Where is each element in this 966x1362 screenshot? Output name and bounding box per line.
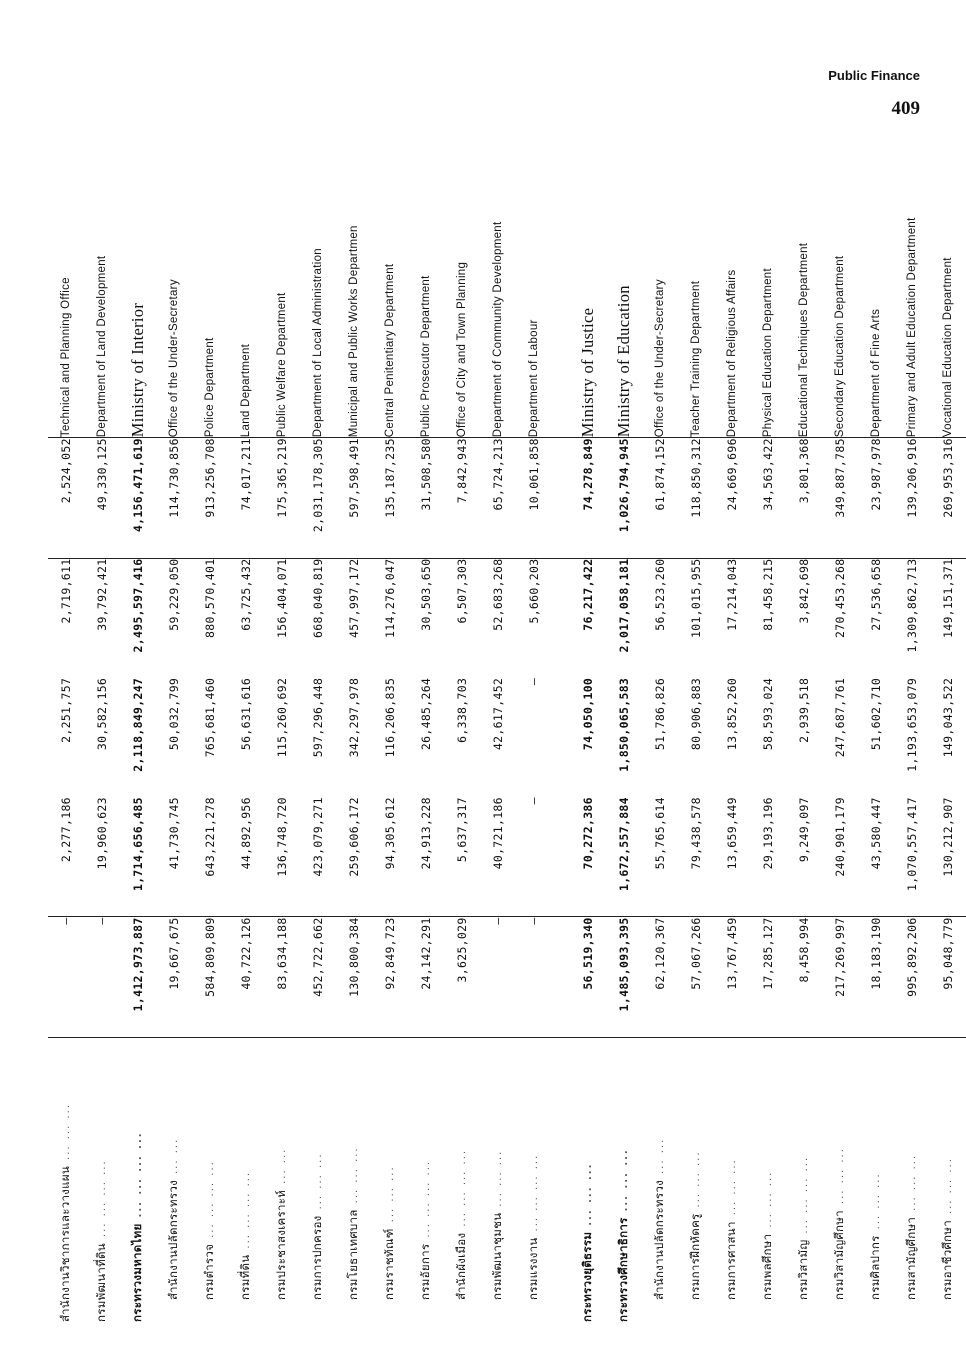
value-cell: 342,297,978 [347, 677, 361, 758]
value-cell: 81,458,215 [750, 558, 786, 678]
table-row [120, 72, 156, 1322]
english-name-cell: Physical Education Department [750, 72, 786, 438]
english-name-cell: Ministry of Education [606, 72, 642, 438]
value-cell: 156,404,071 [264, 558, 300, 678]
running-header: Public Finance [828, 68, 920, 83]
value-cell: 5,660,203 [516, 558, 552, 678]
thai-name-cell: สำนักงานปลัดกระทรวง... ... [156, 1037, 192, 1322]
thai-name-cell: กรมพัฒนาชุมชน... ... ... [480, 1037, 516, 1322]
value-cell: 34,563,422 [750, 438, 786, 558]
table-row [84, 72, 120, 1322]
value-cell: 63,725,432 [228, 558, 264, 678]
thai-name-cell: กรมพลศึกษา... ... ... [750, 1037, 786, 1322]
value-cell: 57,067,266 [678, 917, 714, 1037]
table-row [894, 72, 930, 1322]
english-name-cell: Public Prosecutor Department [408, 72, 444, 438]
value-cell: 49,330,125 [84, 438, 120, 558]
value-cell: 259,606,172 [347, 797, 361, 877]
value-cell: 2,118,849,247 [131, 677, 145, 772]
value-cell: 880,570,401 [192, 558, 228, 678]
value-cell: 423,079,271 [311, 797, 325, 877]
thai-name-cell: กรมโยธาเทศบาล... ... ... [336, 1037, 372, 1322]
value-cell: 13,852,260 [725, 677, 739, 751]
value-cell: 1,412,973,887 [120, 917, 156, 1037]
value-cell: 118,850,312 [678, 438, 714, 558]
thai-name-cell: กรมอัยการ... ... ... ... [408, 1037, 444, 1322]
value-cell: 139,206,916 [894, 438, 930, 558]
table-row [714, 72, 750, 1322]
value-cell: 114,730,856 [156, 438, 192, 558]
value-cell: 1,672,557,884 [617, 797, 631, 892]
spacer-row [552, 72, 570, 1322]
thai-name-cell: กระทรวงศึกษาธิการ... ... ... [606, 1037, 642, 1322]
thai-name-cell: กรมสามัญศึกษา... ... ... [894, 1037, 930, 1322]
english-name-cell: Department of Local Administration [300, 72, 336, 438]
value-cell: 24,142,291 [408, 917, 444, 1037]
english-name-cell: Teacher Training Department [678, 72, 714, 438]
value-cell: 17,214,043 [714, 558, 750, 678]
value-cell: 136,748,720 [275, 797, 289, 877]
table-row [678, 72, 714, 1322]
thai-name-cell: กรมพัฒนาที่ดิน... ... ... ... [84, 1037, 120, 1322]
value-cell: 2,495,597,416 [120, 558, 156, 678]
value-cell: 149,043,522 [941, 677, 955, 758]
value-cell: 13,767,459 [714, 917, 750, 1037]
value-cell: 149,151,371 [930, 558, 966, 678]
value-cell: 70,272,386 [581, 797, 595, 870]
value-cell: — [48, 917, 84, 1037]
value-cell: 269,953,316 [930, 438, 966, 558]
thai-name-cell: สำนักงานวิชาการและวางแผน... ... ... [48, 1037, 84, 1322]
value-cell: 74,278,849 [570, 438, 606, 558]
value-cell: 56,519,340 [570, 917, 606, 1037]
english-name-cell: Office of the Under-Secretary [642, 72, 678, 438]
value-cell: 19,960,623 [95, 797, 109, 870]
value-cell: 1,309,862,713 [894, 558, 930, 678]
thai-name-cell: กรมการศาสนา... ... ... [714, 1037, 750, 1322]
value-cell: — [516, 917, 552, 1037]
value-cell: 95,048,779 [930, 917, 966, 1037]
value-cell: 59,229,050 [156, 558, 192, 678]
value-cell: 3,801,368 [786, 438, 822, 558]
value-cell: 56,631,616 [239, 677, 253, 751]
value-cell: 175,365,219 [264, 438, 300, 558]
value-cell: 240,901,179 [833, 797, 847, 877]
value-cell: 42,617,452 [491, 677, 505, 751]
table-row [444, 72, 480, 1322]
rotated-table-area [48, 72, 955, 1322]
value-cell: 40,721,186 [491, 797, 505, 870]
value-cell: — [84, 917, 120, 1037]
value-cell: 27,536,658 [858, 558, 894, 678]
value-cell: 79,438,578 [689, 797, 703, 870]
value-cell: 1,485,093,395 [606, 917, 642, 1037]
value-cell: 51,602,710 [869, 677, 883, 751]
value-cell: 10,061,858 [516, 438, 552, 558]
value-cell: 62,120,367 [642, 917, 678, 1037]
thai-name-cell: กรมวิสามัญศึกษา... ... ... [822, 1037, 858, 1322]
english-name-cell: Public Welfare Department [264, 72, 300, 438]
value-cell: 43,580,447 [869, 797, 883, 870]
table-row [930, 72, 966, 1322]
value-cell: 92,849,723 [372, 917, 408, 1037]
english-name-cell: Office of City and Town Planning [444, 72, 480, 438]
english-name-cell: Office of the Under-Secretary [156, 72, 192, 438]
thai-name-cell: สำนักผังเมือง... ... ... ... [444, 1037, 480, 1322]
table-row [570, 72, 606, 1322]
value-cell: 643,221,278 [203, 797, 217, 877]
value-cell: 74,050,100 [581, 677, 595, 751]
value-cell: 217,269,997 [822, 917, 858, 1037]
table-row [480, 72, 516, 1322]
value-cell: 452,722,662 [300, 917, 336, 1037]
english-name-cell: Educational Techniques Department [786, 72, 822, 438]
value-cell: 597,296,448 [311, 677, 325, 758]
english-name-cell: Secondary Education Department [822, 72, 858, 438]
value-cell: 5,637,317 [455, 797, 469, 863]
table-row [786, 72, 822, 1322]
value-cell: 457,997,172 [336, 558, 372, 678]
thai-name-cell: กรมอาชีวศึกษา... ... ... [930, 1037, 966, 1322]
value-cell: 30,503,650 [408, 558, 444, 678]
value-cell: 2,939,518 [797, 677, 811, 743]
value-cell: 2,277,186 [59, 797, 73, 863]
value-cell: — [480, 917, 516, 1037]
english-name-cell: Ministry of Interior [120, 72, 156, 438]
english-name-cell: Police Department [192, 72, 228, 438]
thai-name-cell: สำนักงานปลัดกระทรวง... ... [642, 1037, 678, 1322]
value-cell: — [527, 797, 541, 805]
value-cell: 50,032,799 [167, 677, 181, 751]
value-cell: 135,187,235 [372, 438, 408, 558]
value-cell: 765,681,460 [203, 677, 217, 758]
value-cell: 39,792,421 [84, 558, 120, 678]
thai-name-cell: กระทรวงยุติธรรม... ... ... [570, 1037, 606, 1322]
value-cell: 19,667,675 [156, 917, 192, 1037]
english-name-cell: Municipal and Public Works Departmen [336, 72, 372, 438]
table-row [156, 72, 192, 1322]
table-row [822, 72, 858, 1322]
value-cell: 6,507,303 [444, 558, 480, 678]
table-row [372, 72, 408, 1322]
english-name-cell: Department of Religious Affairs [714, 72, 750, 438]
value-cell: 101,015,955 [678, 558, 714, 678]
thai-name-cell: กรมที่ดิน... ... ... ... [228, 1037, 264, 1322]
value-cell: 65,724,213 [480, 438, 516, 558]
value-cell: 76,217,422 [570, 558, 606, 678]
table-row [858, 72, 894, 1322]
thai-name-cell: กรมแรงงาน... ... ... ... [516, 1037, 552, 1322]
value-cell: 30,582,156 [95, 677, 109, 751]
value-cell: 40,722,126 [228, 917, 264, 1037]
table-row [642, 72, 678, 1322]
value-cell: 1,026,794,945 [606, 438, 642, 558]
value-cell: 83,634,188 [264, 917, 300, 1037]
value-cell: 597,598,491 [336, 438, 372, 558]
value-cell: 61,874,152 [642, 438, 678, 558]
value-cell: 24,913,228 [419, 797, 433, 870]
english-name-cell: Central Penitentiary Department [372, 72, 408, 438]
value-cell: 1,714,656,485 [131, 797, 145, 892]
value-cell: 8,458,994 [786, 917, 822, 1037]
value-cell: 116,206,835 [383, 677, 397, 758]
table-row [750, 72, 786, 1322]
english-name-cell: Department of Land Development [84, 72, 120, 438]
value-cell: 130,800,384 [336, 917, 372, 1037]
table-row [516, 72, 552, 1322]
value-cell: 247,687,761 [833, 677, 847, 758]
table-row [408, 72, 444, 1322]
english-name-cell: Vocational Education Department [930, 72, 966, 438]
value-cell: 17,285,127 [750, 917, 786, 1037]
value-cell: 6,338,703 [455, 677, 469, 743]
value-cell: 913,256,708 [192, 438, 228, 558]
english-name-cell: Primary and Adult Education Department [894, 72, 930, 438]
value-cell: 1,070,557,417 [905, 797, 919, 892]
english-name-cell: Department of Labour [516, 72, 552, 438]
thai-name-cell: กรมประชาสงเคราะห์... ... [264, 1037, 300, 1322]
thai-name-cell: กระทรวงมหาดไทย... ... ... ... [120, 1037, 156, 1322]
table-row [192, 72, 228, 1322]
value-cell: 58,593,024 [761, 677, 775, 751]
value-cell: 2,719,611 [48, 558, 84, 678]
thai-name-cell: กรมราชทัณฑ์... ... ... [372, 1037, 408, 1322]
value-cell: 4,156,471,619 [120, 438, 156, 558]
value-cell: 3,625,029 [444, 917, 480, 1037]
english-name-cell: Land Department [228, 72, 264, 438]
value-cell: 270,453,268 [822, 558, 858, 678]
english-name-cell: Department of Fine Arts [858, 72, 894, 438]
table-row [336, 72, 372, 1322]
value-cell: 9,249,097 [797, 797, 811, 863]
value-cell: 3,842,698 [786, 558, 822, 678]
table-row [606, 72, 642, 1322]
value-cell: 23,987,978 [858, 438, 894, 558]
budget-table [48, 72, 966, 1322]
value-cell: 80,906,883 [689, 677, 703, 751]
table-row [228, 72, 264, 1322]
value-cell: 41,730,745 [167, 797, 181, 870]
thai-name-cell: กรมวิสามัญ... ... ... ... [786, 1037, 822, 1322]
value-cell: 1,193,653,079 [905, 677, 919, 772]
value-cell: 2,017,058,181 [606, 558, 642, 678]
value-cell: 51,786,826 [653, 677, 667, 751]
thai-name-cell: กรมการปกครอง... ... ... [300, 1037, 336, 1322]
value-cell: 13,659,449 [725, 797, 739, 870]
value-cell: 26,485,264 [419, 677, 433, 751]
value-cell: 130,212,907 [941, 797, 955, 877]
value-cell: 44,892,956 [239, 797, 253, 870]
value-cell: 115,260,692 [275, 677, 289, 758]
table-row [48, 72, 84, 1322]
english-name-cell: Ministry of Justice [570, 72, 606, 438]
value-cell: 55,765,614 [653, 797, 667, 870]
value-cell: 2,524,052 [48, 438, 84, 558]
english-name-cell: Department of Community Development [480, 72, 516, 438]
value-cell: 56,523,260 [642, 558, 678, 678]
value-cell: 74,017,211 [228, 438, 264, 558]
thai-name-cell: กรมตำรวจ... ... ... ... [192, 1037, 228, 1322]
value-cell: 2,031,178,305 [300, 438, 336, 558]
value-cell: 18,183,190 [858, 917, 894, 1037]
value-cell: — [527, 677, 541, 686]
value-cell: 349,887,785 [822, 438, 858, 558]
thai-name-cell: กรมศิลปากร... ... ... [858, 1037, 894, 1322]
value-cell: 31,508,580 [408, 438, 444, 558]
english-name-cell: Technical and Planning Office [48, 72, 84, 438]
table-row [264, 72, 300, 1322]
value-cell: 29,193,196 [761, 797, 775, 870]
value-cell: 114,276,047 [372, 558, 408, 678]
value-cell: 2,251,757 [59, 677, 73, 743]
value-cell: 584,809,809 [192, 917, 228, 1037]
value-cell: 94,305,612 [383, 797, 397, 870]
value-cell: 52,683,268 [480, 558, 516, 678]
value-cell: 995,892,206 [894, 917, 930, 1037]
value-cell: 7,842,943 [444, 438, 480, 558]
value-cell: 668,040,819 [300, 558, 336, 678]
page-number: 409 [891, 98, 920, 119]
value-cell: 24,669,696 [714, 438, 750, 558]
thai-name-cell: กรมการฝึกหัดครู... ... ... [678, 1037, 714, 1322]
value-cell: 1,850,065,583 [617, 677, 631, 772]
table-row [300, 72, 336, 1322]
